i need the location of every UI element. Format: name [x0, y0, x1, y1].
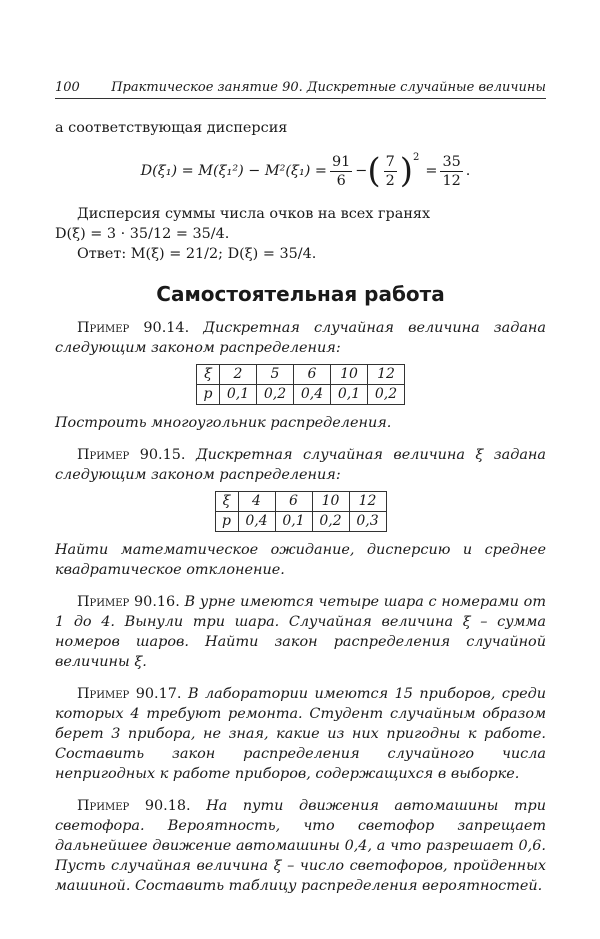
- fraction-91-6: [330, 153, 352, 190]
- distribution-table: [196, 364, 405, 405]
- answer-line: Ответ: M(ξ) = 21/2; D(ξ) = 35/4.: [77, 246, 317, 262]
- fraction-denominator: 12: [442, 172, 461, 189]
- fraction-7-2: [384, 153, 397, 190]
- table-cell: 0,1: [220, 385, 257, 405]
- page-content: [55, 118, 546, 896]
- formula-equals: =: [425, 163, 438, 179]
- example-label: Пример 90.17.: [77, 686, 182, 702]
- table-cell: ξ: [215, 492, 238, 512]
- table-row: [215, 492, 386, 512]
- distribution-table: [215, 491, 387, 532]
- example-task: Построить многоугольник распределения.: [55, 415, 392, 431]
- fraction-numerator: 7: [385, 153, 395, 170]
- table-cell: 0,2: [257, 385, 294, 405]
- table-cell: 0,2: [312, 512, 349, 532]
- fraction-35-12: [440, 153, 462, 190]
- sum-variance-line: Дисперсия суммы числа очков на всех гранях: [77, 206, 431, 222]
- variance-formula: [65, 142, 546, 200]
- table-row: [197, 385, 405, 405]
- right-paren: ): [399, 151, 414, 191]
- table-cell: 0,1: [331, 385, 368, 405]
- example-label: Пример 90.15.: [77, 447, 186, 463]
- table-cell: p: [215, 512, 238, 532]
- fraction-denominator: 6: [336, 172, 346, 189]
- table-cell: 2: [220, 365, 257, 385]
- table-cell: p: [197, 385, 220, 405]
- table-cell: 5: [257, 365, 294, 385]
- square-exponent: 2: [413, 152, 420, 163]
- example-text: На пути движения автомашины три светофора. Вероятность, что светофор запрещает дальнейшее движение автомашины 0,4, а что разрешает 0,6. Пусть случайная величина ξ – число светофоров, пройденных машиной. Составить таблицу распределения вероятностей.: [55, 798, 546, 894]
- example-text: В лаборатории имеются 15 приборов, среди которых 4 требуют ремонта. Студент случайным образом берет 3 прибора, не зная, какие из них пригодны к работе. Составить закон распределения случайного числа непригодных к работе приборов, содержащихся в выборке.: [55, 686, 546, 782]
- table-cell: 12: [368, 365, 405, 385]
- example-label: Пример 90.14.: [77, 320, 190, 336]
- table-cell: 4: [238, 492, 275, 512]
- example-task: Найти математическое ожидание, дисперсию и среднее квадратическое отклонение.: [55, 542, 546, 578]
- left-paren: (: [367, 151, 381, 191]
- page-number: 100: [55, 80, 80, 95]
- example-label: Пример 90.18.: [77, 798, 191, 814]
- table-cell: 12: [349, 492, 386, 512]
- table-cell: 0,3: [349, 512, 386, 532]
- table-cell: ξ: [197, 365, 220, 385]
- table-cell: 6: [275, 492, 312, 512]
- formula-minus: −: [355, 163, 368, 179]
- fraction-numerator: 35: [442, 153, 461, 170]
- intro-line: а соответствующая дисперсия: [55, 120, 288, 136]
- table-cell: 6: [294, 365, 331, 385]
- example-label: Пример 90.16.: [77, 594, 180, 610]
- table-cell: 0,2: [368, 385, 405, 405]
- table-cell: 0,1: [275, 512, 312, 532]
- formula-period: .: [465, 163, 471, 179]
- example-90-18: [55, 796, 546, 896]
- table-cell: 10: [312, 492, 349, 512]
- table-cell: 0,4: [294, 385, 331, 405]
- example-90-17: [55, 684, 546, 784]
- example-90-16: [55, 592, 546, 672]
- example-text: Дискретная случайная величина задана следующим законом распределения:: [55, 320, 546, 356]
- formula-lhs: D(ξ₁) = M(ξ₁²) − M²(ξ₁) =: [140, 163, 327, 179]
- example-90-15: [55, 445, 546, 580]
- sum-variance-value: D(ξ) = 3 · 35/12 = 35/4.: [55, 226, 230, 242]
- example-text: В урне имеются четыре шара с номерами от 1 до 4. Вынули три шара. Случайная величина ξ – сумма номеров шаров. Найти закон распределения случайной величины ξ.: [55, 594, 546, 670]
- table-row: [215, 512, 386, 532]
- table-cell: 10: [331, 365, 368, 385]
- section-title: Самостоятельная работа: [156, 282, 445, 306]
- running-title: Практическое занятие 90. Дискретные случайные величины: [111, 80, 546, 95]
- example-90-14: [55, 318, 546, 433]
- fraction-denominator: 2: [385, 172, 395, 189]
- page-header: [55, 80, 546, 99]
- fraction-numerator: 91: [331, 153, 351, 170]
- table-row: [197, 365, 405, 385]
- example-text: Дискретная случайная величина ξ задана следующим законом распределения:: [55, 447, 546, 483]
- table-cell: 0,4: [238, 512, 275, 532]
